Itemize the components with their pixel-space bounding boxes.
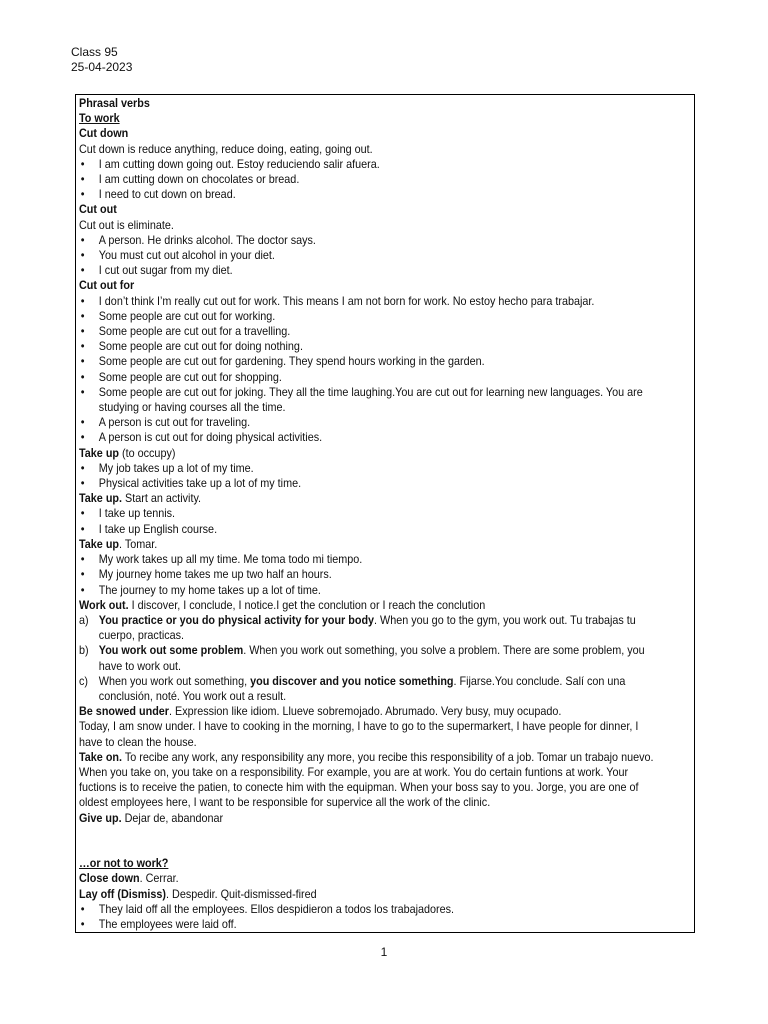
bullet-item: • The journey to my home takes up a lot of time. (79, 583, 633, 598)
term: Take on. (79, 749, 123, 764)
bullet-item: • A person. He drinks alcohol. The doctor says. (79, 233, 633, 248)
section-heading: …or not to work? (79, 856, 169, 871)
term-line (79, 811, 633, 826)
document-header (71, 45, 132, 75)
term-line (79, 446, 633, 461)
term-line (79, 704, 633, 719)
page-number: 1 (380, 945, 388, 959)
term-definition: . Despedir. Quit-dismissed-fired (166, 886, 317, 901)
term-line (79, 537, 633, 552)
date-label: 25-04-2023 (71, 60, 133, 74)
section-heading: Cut down (79, 126, 129, 141)
item-text: . When you work out something, you solve a problem. There are some problem, you (243, 643, 645, 658)
term: Work out. (79, 597, 129, 612)
section-heading: Cut out (79, 202, 117, 217)
bullet-item: • I take up English course. (79, 522, 633, 537)
term-definition: Dejar de, abandonar (121, 810, 224, 825)
bullet-item: • My job takes up a lot of my time. (79, 461, 633, 476)
term-line (79, 749, 654, 765)
text-line: Cut down is reduce anything, reduce doing, eating, going out. (79, 141, 373, 156)
bullet-continuation: cuerpo, practicas. (98, 628, 185, 643)
term-definition: (to occupy) (119, 445, 176, 460)
bullet-item: • They laid off all the employees. Ellos despidieron a todos los trabajadores. (79, 902, 633, 917)
term: Be snowed under (79, 704, 170, 719)
bullet-item: • Some people are cut out for joking. They all the time laughing.You are cut out for learning new languages. You are (79, 385, 633, 400)
bullet-continuation: conclusión, noté. You work out a result. (98, 688, 287, 703)
term: Close down (79, 871, 140, 886)
item-emphasis: you discover and you notice something (250, 673, 454, 688)
text-line: fuctions is to receive the patien, to conecte him with the equipman. When your boss say to you. Jorge, you are one of (79, 780, 639, 795)
item-emphasis: You practice or you do physical activity for your body (98, 612, 375, 627)
term-definition: . Expression like idiom. Llueve sobremojado. Abrumado. Very busy, muy ocupado. (169, 704, 562, 719)
class-label: Class 95 (71, 45, 118, 59)
lettered-item (79, 674, 633, 689)
term-line (79, 871, 633, 886)
bullet-item: • Physical activities take up a lot of my time. (79, 476, 633, 491)
item-letter: b) (79, 643, 89, 658)
term-line (79, 491, 633, 506)
lettered-item (79, 643, 645, 658)
term-line (79, 887, 633, 902)
term-definition: . Cerrar. (139, 871, 179, 886)
item-text: . Fijarse.You conclude. Salí con una (453, 673, 626, 688)
lettered-item (79, 612, 636, 628)
text-line: When you take on, you take on a responsibility. For example, you are at work. You do certain funtions at work. Your (79, 764, 629, 779)
term: Take up (79, 536, 120, 551)
term-definition: I discover, I conclude, I notice.I get the conclution or I reach the conclution (128, 597, 486, 612)
item-text: When you work out something, (98, 673, 251, 688)
bullet-item: • Some people are cut out for working. (79, 309, 633, 324)
section-heading: Phrasal verbs (79, 96, 150, 110)
bullet-item: • Some people are cut out for shopping. (79, 370, 633, 385)
bullet-item: • My journey home takes me up two half an hours. (79, 567, 633, 582)
item-text: . When you go to the gym, you work out. Tu trabajas tu (374, 612, 636, 627)
text-line: have to clean the house. (79, 734, 197, 749)
bullet-item: • I am cutting down going out. Estoy reduciendo salir afuera. (79, 157, 633, 172)
text-line: Cut out is eliminate. (79, 217, 174, 232)
bullet-item: • You must cut out alcohol in your diet. (79, 248, 633, 263)
bullet-item: • I am cutting down on chocolates or bread. (79, 172, 633, 187)
bullet-item: • I don’t think I’m really cut out for work. This means I am not born for work. No estoy hecho para trabajar. (79, 294, 633, 309)
bullet-item: • A person is cut out for traveling. (79, 415, 633, 430)
section-heading: Cut out for (79, 278, 135, 293)
bullet-item: • I take up tennis. (79, 506, 633, 521)
term-definition: . Tomar. (119, 536, 158, 551)
term-definition: To recibe any work, any responsibility any more, you recibe this responsibility of a job. Tomar un trabajo nuevo. (122, 749, 654, 764)
text-line: oldest employees here, I want to be responsible for supervice all the work of the clinic. (79, 795, 491, 810)
bullet-continuation: have to work out. (98, 658, 182, 673)
term: Lay off (Dismiss) (79, 886, 167, 901)
term: Take up (79, 445, 120, 460)
term-definition: Start an activity. (122, 491, 202, 506)
bullet-item: • I cut out sugar from my diet. (79, 263, 633, 278)
bullet-item: • My work takes up all my time. Me toma todo mi tiempo. (79, 552, 633, 567)
term: Take up. (79, 491, 123, 506)
bullet-item: • The employees were laid off. (79, 917, 633, 932)
notes-box (75, 94, 695, 933)
term: Give up. (79, 810, 122, 825)
bullet-continuation: studying or having courses all the time. (98, 400, 286, 415)
spacer (79, 826, 694, 856)
bullet-item: • Some people are cut out for a travelling. (79, 324, 633, 339)
text-line: Today, I am snow under. I have to cooking in the morning, I have to go to the supermarkert, I have people for dinner, I (79, 719, 639, 734)
bullet-item: • I need to cut down on bread. (79, 187, 633, 202)
section-heading: To work (79, 111, 120, 126)
item-letter: a) (79, 612, 89, 627)
bullet-item: • Some people are cut out for gardening. They spend hours working in the garden. (79, 354, 633, 369)
bullet-item: • Some people are cut out for doing nothing. (79, 339, 633, 354)
term-line (79, 598, 633, 613)
item-letter: c) (79, 673, 88, 688)
item-emphasis: You work out some problem (98, 643, 244, 658)
bullet-item: • A person is cut out for doing physical activities. (79, 430, 633, 445)
